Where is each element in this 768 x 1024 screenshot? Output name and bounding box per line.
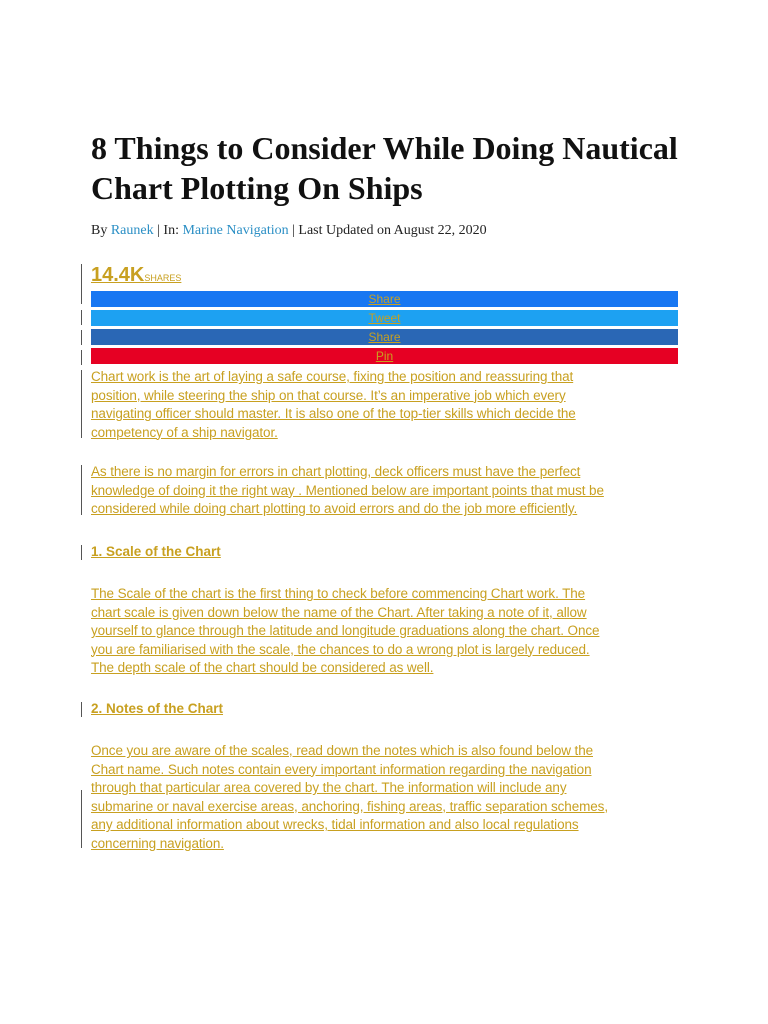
section-scale-paragraph[interactable]: [91, 585, 691, 678]
byline-updated: | Last Updated on August 22, 2020: [288, 223, 487, 238]
quote-bar: [81, 310, 82, 325]
facebook-share-button[interactable]: Share: [91, 291, 678, 307]
byline-by: By: [91, 223, 108, 238]
share-count-number: 14.4K: [91, 264, 145, 286]
paragraph-line: you are familiarised with the scale, the chances to do a wrong plot is largely reduced.: [91, 641, 590, 657]
paragraph-line: Once you are aware of the scales, read down the notes which is also found below the: [91, 743, 594, 758]
intro-line: competency of a ship navigator.: [91, 424, 278, 440]
byline-in: | In:: [153, 223, 179, 238]
intro-paragraph[interactable]: [91, 368, 691, 442]
article-title: 8 Things to Consider While Doing Nautical Chart Plotting On Ships: [91, 130, 678, 206]
paragraph-line: through that particular area covered by the chart. The information will include any: [91, 780, 567, 795]
share-count-label: SHARES: [144, 273, 182, 283]
paragraph-line: considered while doing chart plotting to avoid errors and do the job more efficiently.: [91, 501, 578, 516]
category-link[interactable]: Marine Navigation: [182, 223, 289, 238]
twitter-tweet-button[interactable]: Tweet: [91, 310, 678, 326]
section-notes-paragraph[interactable]: [91, 742, 691, 853]
linkedin-share-button[interactable]: Share: [91, 329, 678, 345]
quote-bar: [81, 545, 82, 560]
author-link[interactable]: Raunek: [110, 223, 154, 238]
pinterest-pin-button[interactable]: Pin: [91, 348, 678, 364]
quote-bar: [81, 370, 82, 438]
quote-bar: [81, 702, 82, 717]
paragraph-line: submarine or naval exercise areas, anchoring, fishing areas, traffic separation schemes,: [91, 798, 608, 814]
quote-bar: [81, 465, 82, 515]
paragraph-line: yourself to glance through the latitude and longitude graduations along the chart. Once: [91, 623, 600, 638]
byline: [91, 222, 487, 240]
paragraph-line: chart scale is given down below the name of the Chart. After taking a note of it, allow: [91, 604, 587, 620]
paragraph-line: knowledge of doing it the right way . Mentioned below are important points that must be: [91, 482, 604, 498]
share-count[interactable]: [91, 264, 181, 287]
paragraph-line: any additional information about wrecks, tidal information and also local regulations: [91, 817, 579, 832]
quote-bar: [81, 350, 82, 365]
paragraph-two[interactable]: [91, 463, 691, 519]
intro-line: position, while steering the ship on that course. It’s an imperative job which every: [91, 387, 566, 403]
intro-line: navigating officer should master. It is also one of the top-tier skills which decide the: [91, 406, 576, 421]
quote-bar: [81, 330, 82, 345]
paragraph-line: The depth scale of the chart should be considered as well.: [91, 660, 434, 675]
quote-bar: [81, 264, 82, 304]
quote-bar: [81, 790, 82, 848]
paragraph-line: Chart name. Such notes contain every important information regarding the navigation: [91, 761, 592, 777]
paragraph-line: The Scale of the chart is the first thing to check before commencing Chart work. The: [91, 586, 586, 601]
intro-line: Chart work is the art of laying a safe course, fixing the position and reassuring that: [91, 369, 574, 384]
section-heading-scale[interactable]: 1. Scale of the Chart: [91, 544, 221, 559]
paragraph-line: concerning navigation.: [91, 835, 224, 851]
section-heading-notes[interactable]: 2. Notes of the Chart: [91, 701, 224, 716]
paragraph-line: As there is no margin for errors in chart plotting, deck officers must have the perfect: [91, 464, 581, 479]
